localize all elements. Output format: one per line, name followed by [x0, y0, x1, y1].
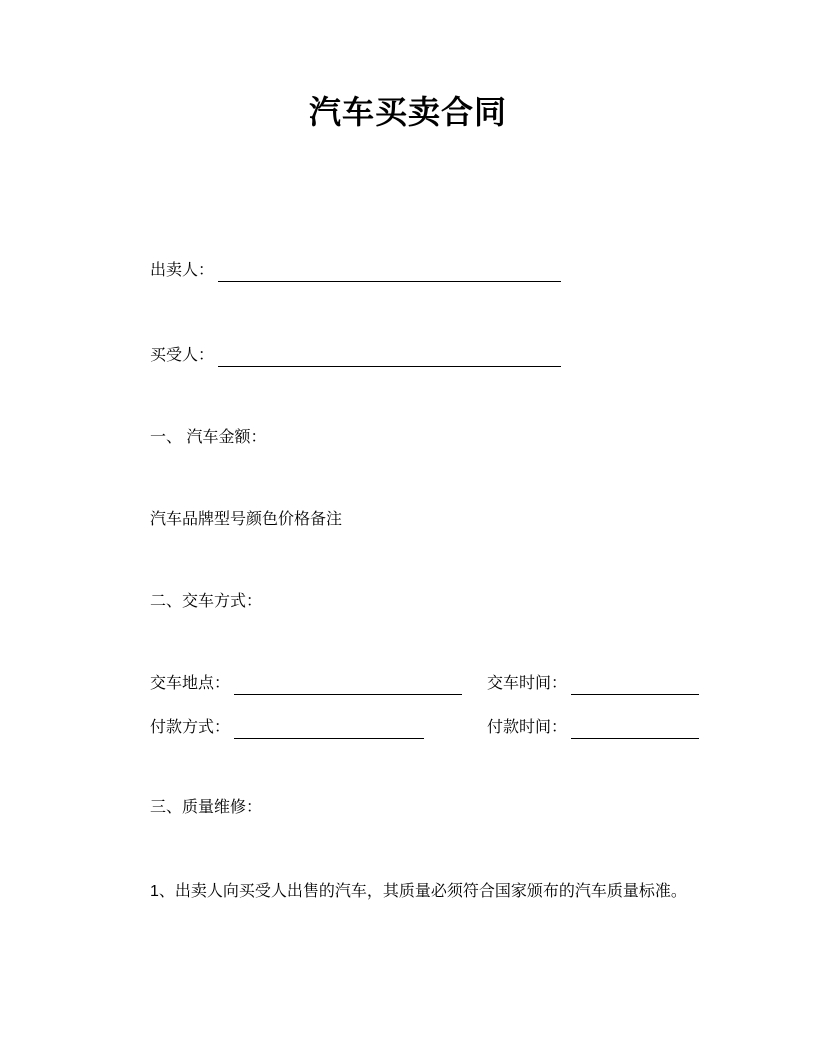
delivery-row: [150, 673, 736, 695]
buyer-input-line[interactable]: [218, 346, 561, 367]
buyer-row: [150, 345, 736, 367]
payment-time-input-line[interactable]: [571, 718, 699, 739]
buyer-label: 买受人：: [150, 347, 215, 364]
section-three-heading-row: [150, 797, 736, 819]
clause-one-row: [150, 881, 736, 903]
seller-input-line[interactable]: [218, 261, 561, 282]
payment-method-label: 付款方式：: [150, 719, 231, 736]
document-title: 汽车买卖合同: [308, 94, 507, 130]
section-two-heading-row: [150, 591, 736, 613]
payment-method-input-line[interactable]: [234, 718, 424, 739]
section-one-heading: 一、 汽车金额：: [150, 429, 267, 446]
payment-time-label: 付款时间：: [487, 719, 568, 736]
car-info-row: [150, 509, 736, 531]
delivery-place-label: 交车地点：: [150, 675, 231, 692]
payment-row: [150, 717, 736, 739]
delivery-place-input-line[interactable]: [234, 674, 462, 695]
delivery-time-input-line[interactable]: [571, 674, 699, 695]
delivery-time-group: [487, 673, 699, 695]
seller-label: 出卖人：: [150, 262, 215, 279]
clause-one-text: 1、出卖人向买受人出售的汽车，其质量必须符合国家颁布的汽车质量标准。: [150, 883, 687, 900]
section-one-heading-row: [150, 427, 736, 449]
section-two-heading: 二、交车方式：: [150, 593, 263, 610]
seller-row: [150, 260, 736, 282]
section-three-heading: 三、质量维修：: [150, 799, 263, 816]
car-info-line: 汽车品牌型号颜色价格备注: [150, 511, 343, 528]
payment-time-group: [487, 717, 699, 739]
delivery-time-label: 交车时间：: [487, 675, 568, 692]
